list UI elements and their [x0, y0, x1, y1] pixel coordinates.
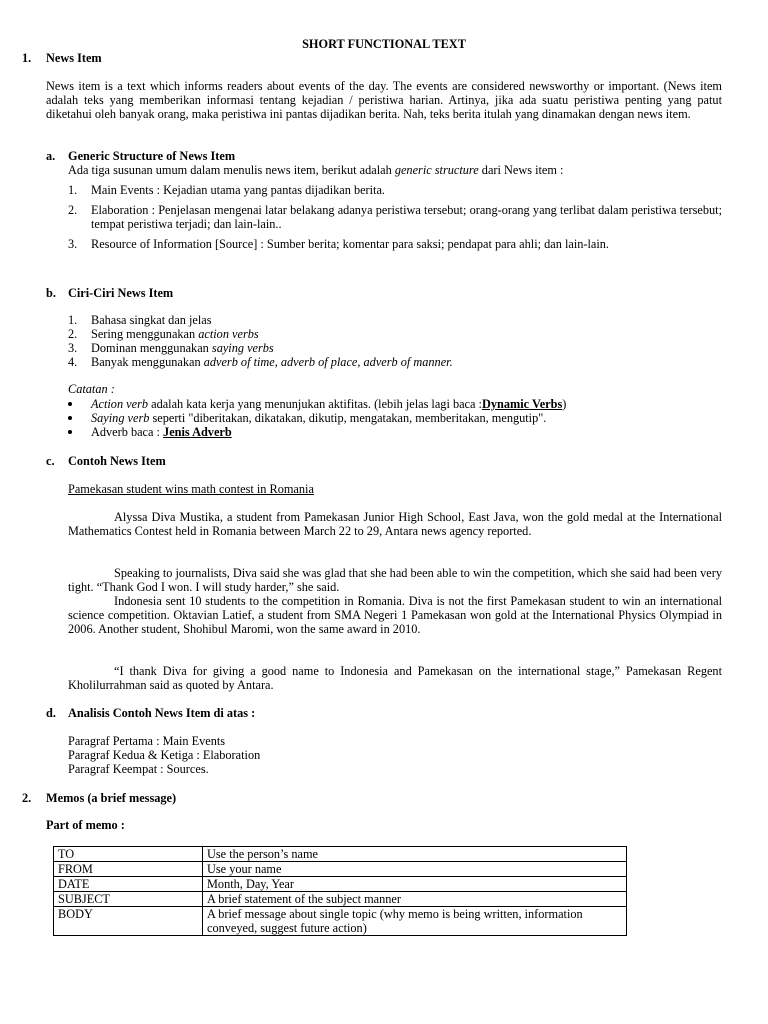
note-term: Saying verb: [91, 411, 150, 425]
memo-part-key: SUBJECT: [54, 892, 203, 907]
feature-number: 3.: [68, 341, 78, 355]
analysis-line: Paragraf Pertama : Main Events: [68, 734, 226, 748]
feature-number: 2.: [68, 327, 78, 341]
sub-d-heading: Analisis Contoh News Item di atas :: [68, 706, 256, 720]
table-row: [54, 862, 627, 877]
lead-text: Ada tiga susunan umum dalam menulis news item, berikut adalah: [68, 163, 395, 177]
generic-structure-lead: [68, 163, 722, 177]
feature-text: Sering menggunakan: [91, 327, 199, 341]
memo-part-value: Use the person’s name: [203, 847, 627, 862]
bullet-icon: [68, 402, 74, 408]
feature-text: Dominan menggunakan: [91, 341, 212, 355]
feature-number: 4.: [68, 355, 78, 369]
bullet-icon: [68, 430, 74, 436]
lead-emphasis: generic structure: [394, 163, 479, 177]
feature-item: [91, 341, 274, 355]
feature-item: [91, 313, 212, 327]
note-text: Adverb baca :: [91, 425, 164, 439]
feature-item: [91, 355, 453, 369]
sub-b-letter: b.: [46, 286, 56, 300]
structure-item-number: 1.: [68, 183, 78, 197]
memo-part-key: DATE: [54, 877, 203, 892]
sub-c-letter: c.: [46, 454, 55, 468]
sub-c-heading: Contoh News Item: [68, 454, 166, 468]
news-paragraph: Indonesia sent 10 students to the competition in Romania. Diva is not the first Pamekasan student to win an international science competition. Oktavian Latief, a student from SMA Negeri 1 Pamekasan won gold at the International Physics Olympiad in 2006. Another student, Shohibul Maromi, won the same award in 2010.: [68, 594, 722, 637]
bullet-icon: [68, 416, 74, 422]
sub-d-letter: d.: [46, 706, 56, 720]
analysis-line: Paragraf Kedua & Ketiga : Elaboration: [68, 748, 261, 762]
structure-item-number: 3.: [68, 237, 78, 251]
memo-part-value: Month, Day, Year: [203, 877, 627, 892]
feature-item: [91, 327, 259, 341]
note-term: Action verb: [91, 397, 149, 411]
note-text: seperti "diberitakan, dikatakan, dikutip, mengatakan, memberitakan, mengutip".: [149, 411, 547, 425]
news-paragraph: “I thank Diva for giving a good name to Indonesia and Pamekasan on the international stage,” Pamekasan Regent Kholilurrahman said as quoted by Antara.: [68, 664, 722, 693]
sub-b-heading: Ciri-Ciri News Item: [68, 286, 174, 300]
jenis-adverb-link[interactable]: Jenis Adverb: [163, 425, 232, 439]
sub-a-heading: Generic Structure of News Item: [68, 149, 236, 163]
feature-emphasis: action verbs: [198, 327, 259, 341]
lead-text-end: dari News item :: [478, 163, 564, 177]
section-2-heading: Memos (a brief message): [46, 791, 177, 805]
dynamic-verbs-link[interactable]: Dynamic Verbs: [481, 397, 563, 411]
structure-item-number: 2.: [68, 203, 78, 217]
note-bullet: [91, 411, 546, 425]
memo-part-value: A brief message about single topic (why memo is being written, information conveyed, suggest future action): [203, 907, 627, 936]
memo-part-key: TO: [54, 847, 203, 862]
feature-text: Bahasa singkat dan jelas: [91, 313, 212, 327]
memo-part-key: BODY: [54, 907, 203, 936]
table-row: [54, 847, 627, 862]
note-bullet: [91, 397, 566, 411]
feature-emphasis: saying verbs: [211, 341, 274, 355]
feature-emphasis: adverb of time, adverb of place, adverb of manner.: [203, 355, 453, 369]
structure-item: Elaboration : Penjelasan mengenai latar belakang adanya peristiwa tersebut; orang-orang yang terlibat dalam peristiwa tersebut; tempat peristiwa terjadi; dan lain-lain..: [91, 203, 722, 232]
news-paragraph: Alyssa Diva Mustika, a student from Pamekasan Junior High School, East Java, won the gold medal at the International Mathematics Contest held in Romania between March 22 to 29, Antara news agency reported.: [68, 510, 722, 539]
news-paragraph: Speaking to journalists, Diva said she was glad that she had been able to win the competition, which she said had been very tight. “Thank God I won. I will study harder,” she said.: [68, 566, 722, 595]
structure-item: Main Events : Kejadian utama yang pantas dijadikan berita.: [91, 183, 386, 197]
memo-part-value: A brief statement of the subject manner: [203, 892, 627, 907]
news-headline: Pamekasan student wins math contest in Romania: [68, 482, 314, 496]
table-row: [54, 907, 627, 936]
section-1-number: 1.: [22, 51, 32, 65]
page-title: SHORT FUNCTIONAL TEXT: [302, 37, 466, 51]
part-of-memo-heading: Part of memo :: [46, 818, 125, 832]
note-bullet: [91, 425, 232, 439]
section-1-heading: News Item: [46, 51, 102, 65]
feature-text: Banyak menggunakan: [91, 355, 204, 369]
table-row: [54, 892, 627, 907]
structure-item: Resource of Information [Source] : Sumber berita; komentar para saksi; pendapat para ahli; dan lain-lain.: [91, 237, 609, 251]
memo-parts-table: [53, 846, 627, 936]
table-row: [54, 877, 627, 892]
note-text: adalah kata kerja yang menunjukan aktifitas. (lebih jelas lagi baca :: [148, 397, 482, 411]
catatan-label: Catatan :: [68, 382, 115, 396]
section-2-number: 2.: [22, 791, 32, 805]
analysis-line: Paragraf Keempat : Sources.: [68, 762, 209, 776]
sub-a-letter: a.: [46, 149, 56, 163]
news-item-intro: News item is a text which informs readers about events of the day. The events are considered newsworthy or important. (News item adalah teks yang memberikan informasi tentang kejadian / peristiwa harian. Artinya, jika ada suatu peristiwa penting yang patut diketahui oleh banyak orang, maka peristiwa ini pantas dijadikan berita. Nah, teks berita itulah yang dinamakan dengan news item.: [46, 79, 722, 122]
memo-part-key: FROM: [54, 862, 203, 877]
feature-number: 1.: [68, 313, 78, 327]
memo-part-value: Use your name: [203, 862, 627, 877]
note-text-end: ): [562, 397, 567, 411]
